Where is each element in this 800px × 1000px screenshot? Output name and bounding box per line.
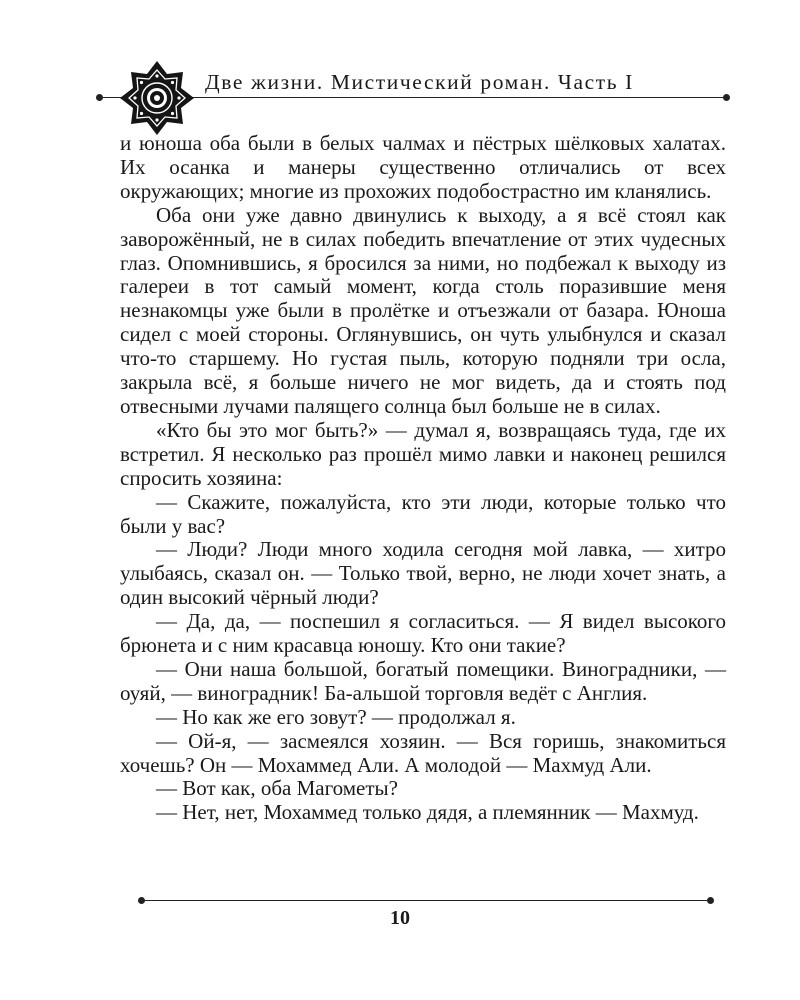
lotus-mandala-icon [119, 60, 195, 136]
dialogue-line: — Люди? Люди много ходила сегодня мой лавка, — хитро улыбаясь, сказал он. — Только твой, верно, не люди хочет знать, а один высокий чёрный люди? [120, 537, 726, 610]
footer-rule [142, 900, 710, 901]
footer-rule-left-dot [138, 897, 145, 904]
paragraph: Оба они уже давно двинулись к выходу, а я всё стоял как заворожённый, не в силах победить впечатление от этих чудесных глаз. Опомнившись, я бросился за ними, но подбежал к выходу из галереи в тот самый момент, когда столь поразившие меня незнакомцы уже были в пролётке и отъезжали от базара. Юноша сидел с моей стороны. Оглянувшись, он чуть улыбнулся и сказал что-то старшему. Но густая пыль, которую подняли три осла, закрыла всё, я больше ничего не мог видеть, да и стоять под отвесными лучами палящего солнца был больше не в силах. [120, 202, 726, 418]
running-title: Две жизни. Мистический роман. Часть I [205, 70, 634, 94]
dialogue-line: — Но как же его зовут? — продолжал я. [156, 704, 516, 729]
header-rule-left-dot [96, 94, 103, 101]
page-number: 10 [390, 907, 410, 929]
dialogue-line: — Вот как, оба Магометы? [156, 776, 398, 801]
dialogue-line: — Да, да, — поспешил я согласиться. — Я видел высокого брюнета и с ним красавца юношу. Кто они такие? [120, 609, 726, 658]
dialogue-line: — Скажите, пожалуйста, кто эти люди, которые только что были у вас? [120, 489, 726, 538]
body-text [120, 132, 726, 825]
footer-rule-right-dot [707, 897, 714, 904]
paragraph: и юноша оба были в белых чалмах и пёстрых шёлковых халатах. Их осанка и манеры существенно отличались от всех окружающих; многие из прохожих подобострастно им кланялись. [120, 131, 726, 203]
paragraph: «Кто бы это мог быть?» — думал я, возвращаясь туда, где их встретил. Я несколько раз прошёл мимо лавки и наконец решился спросить хозяина: [120, 417, 726, 490]
header-rule-right-dot [723, 94, 730, 101]
dialogue-line: — Ой-я, — засмеялся хозяин. — Вся горишь, знакомиться хочешь? Он — Мохаммед Али. А молодой — Махмуд Али. [120, 728, 726, 777]
dialogue-line: — Они наша большой, богатый помещики. Виноградники, — оуяй, — виноградник! Ба-альшой торговля ведёт с Англия. [120, 656, 726, 705]
dialogue-line: — Нет, нет, Мохаммед только дядя, а племянник — Махмуд. [156, 800, 699, 825]
